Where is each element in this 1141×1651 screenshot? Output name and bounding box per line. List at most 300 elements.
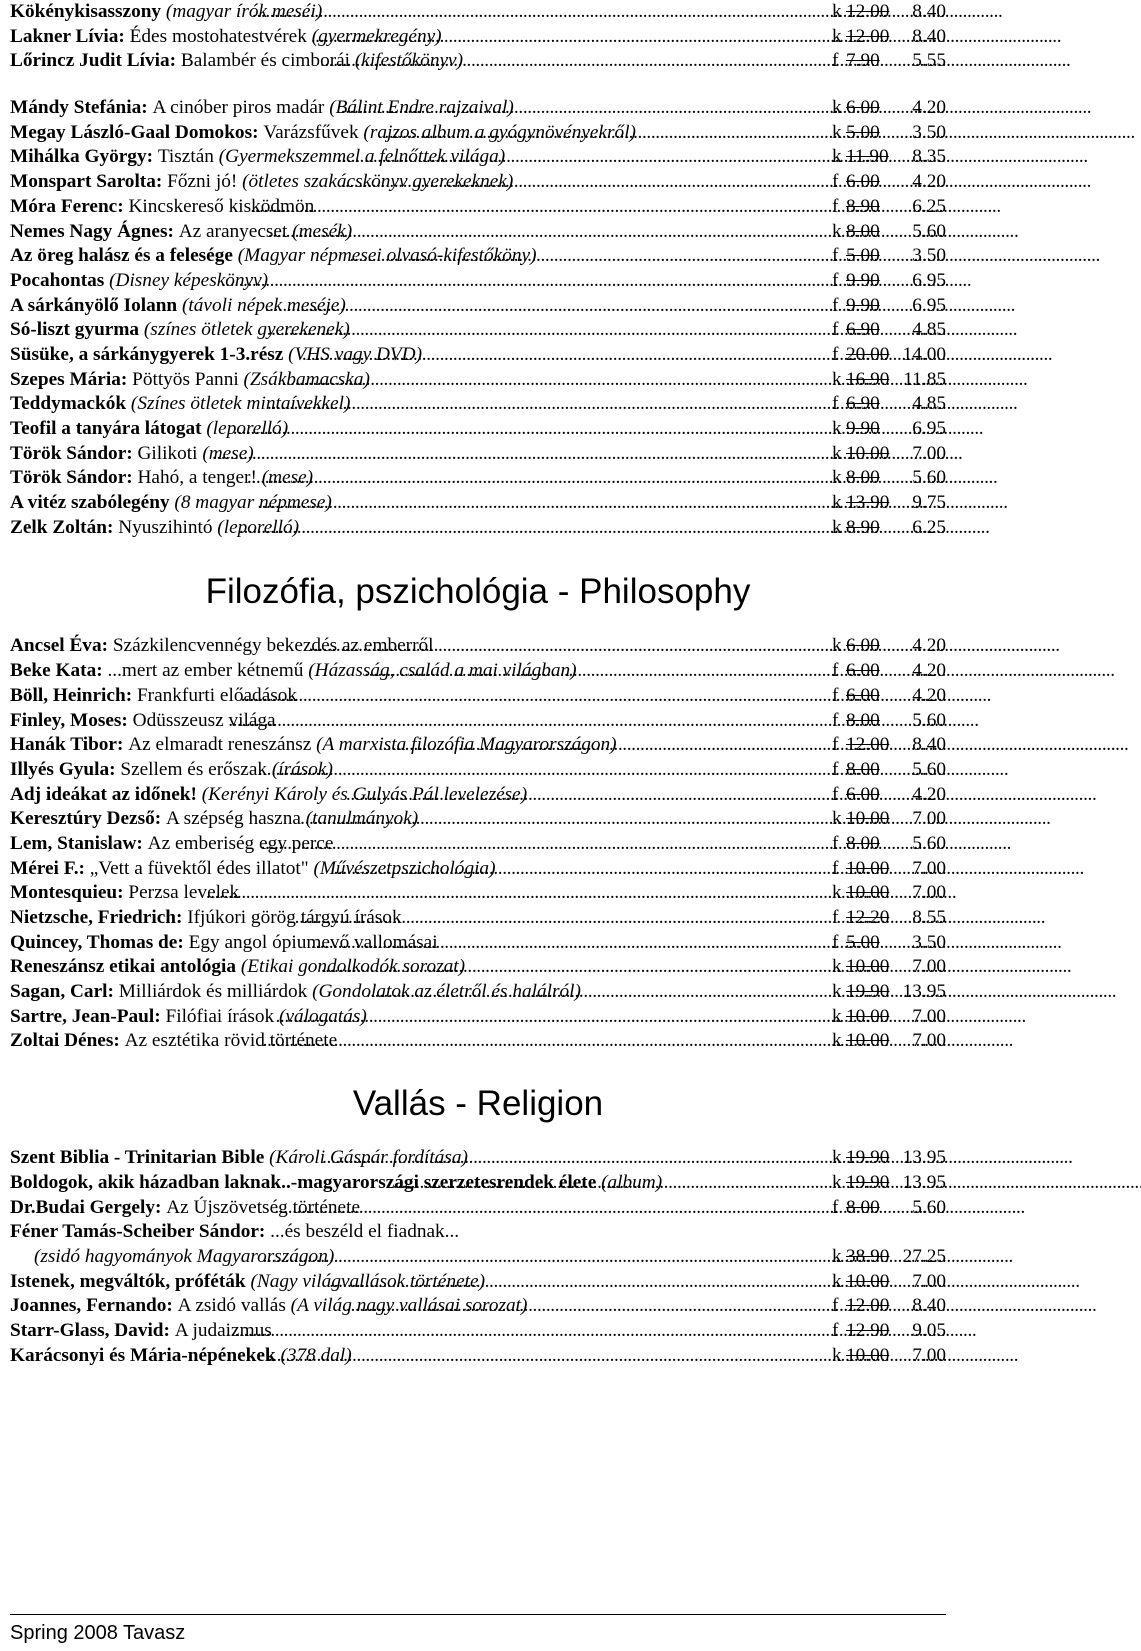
price-code: k <box>832 1344 842 1366</box>
dot-leader <box>241 684 832 709</box>
price-code: f <box>832 734 839 756</box>
book-description <box>10 195 320 220</box>
new-price: 5.60 <box>912 467 946 489</box>
price-group <box>832 1005 946 1030</box>
new-price: 7.00 <box>912 1030 946 1052</box>
dot-leader <box>333 857 832 882</box>
price-group <box>832 684 946 709</box>
book-entry <box>10 634 946 659</box>
old-price: 6.00 <box>846 684 880 706</box>
book-author-title: Lem, Stanislaw: <box>10 832 148 854</box>
book-note: (Zsákbamacska) <box>243 368 370 390</box>
book-title: Tisztán <box>157 146 219 168</box>
book-description <box>10 491 332 516</box>
old-price: 6.90 <box>846 319 880 341</box>
book-title: Filófiai írások <box>165 1005 280 1027</box>
book-description <box>10 758 333 783</box>
book-author-title: A sárkányölő Iolann <box>10 294 182 316</box>
book-description <box>10 1344 352 1369</box>
price-group <box>832 881 946 906</box>
book-description <box>10 980 581 1005</box>
old-price: 6.90 <box>846 393 880 415</box>
book-description <box>10 1146 468 1171</box>
book-author-title: Teofil a tanyára látogat <box>10 418 207 439</box>
book-entry <box>10 0 946 25</box>
book-author-title: Török Sándor: <box>10 442 138 464</box>
book-description <box>10 1294 528 1319</box>
new-price: 8.55 <box>912 907 946 928</box>
new-price: 5.60 <box>912 1196 946 1218</box>
dot-leader <box>341 170 832 195</box>
book-author-title: Reneszánsz etikai antológia <box>10 956 241 978</box>
new-price: 7.00 <box>912 1344 946 1366</box>
old-price: 10.00 <box>846 1270 890 1292</box>
book-description <box>10 466 314 491</box>
new-price: 14.00 <box>902 343 946 365</box>
book-entry <box>10 25 946 50</box>
book-note: (zsidó hagyományok Magyarországon) <box>34 1245 335 1267</box>
book-note: (írások) <box>271 758 333 780</box>
old-price: 6.00 <box>846 660 880 682</box>
old-price: 8.00 <box>846 1196 880 1218</box>
book-author-title: Keresztúry Dezső: <box>10 808 166 830</box>
price-code: k <box>832 1005 842 1027</box>
price-group <box>832 783 946 808</box>
book-author-title: Sartre, Jean-Paul: <box>10 1005 166 1027</box>
book-note: (Színes ötletek mintaívekkel) <box>130 393 351 415</box>
book-author-title: Az öreg halász és a felesége <box>10 245 238 267</box>
book-description <box>10 96 514 121</box>
book-entry <box>10 244 946 269</box>
old-price: 10.00 <box>846 1030 890 1052</box>
book-entry <box>10 269 946 294</box>
book-author-title: Boldogok, akik házadban laknak..-magyarországi szerzetesrendek élete <box>10 1171 602 1193</box>
book-author-title: Montesquieu: <box>10 882 129 904</box>
book-title: A szépség haszna <box>165 808 306 830</box>
price-group <box>832 343 946 368</box>
book-note: (Gondolatok az életről és halálról) <box>312 981 581 1003</box>
price-code: f <box>832 857 839 879</box>
dot-leader <box>267 392 832 417</box>
dot-leader <box>228 709 832 734</box>
price-group <box>832 491 946 516</box>
dot-leader <box>221 269 832 294</box>
book-description <box>10 832 339 857</box>
price-code: k <box>832 981 842 1003</box>
book-description <box>10 1005 367 1030</box>
book-note: (gyermekregény) <box>311 25 442 47</box>
old-price: 10.00 <box>846 857 890 879</box>
book-entry <box>10 1245 946 1270</box>
book-entry <box>10 1146 946 1171</box>
book-title: Az elmaradt reneszánsz <box>128 734 317 756</box>
book-author-title: Dr.Budai Gergely: <box>10 1196 167 1218</box>
new-price: 4.20 <box>912 635 946 657</box>
book-title: A judaizmus <box>174 1319 277 1341</box>
section-heading: Filozófia, pszichológia - Philosophy <box>205 572 751 612</box>
price-group <box>832 516 946 541</box>
dot-leader <box>247 466 832 491</box>
book-entry <box>10 417 946 442</box>
book-title: ...mert az ember kétnemű <box>107 660 309 682</box>
dot-leader <box>311 25 832 50</box>
price-group <box>832 955 946 980</box>
new-price: 8.40 <box>912 734 946 756</box>
price-group <box>832 733 946 758</box>
book-description <box>10 955 466 980</box>
list-spacer <box>10 74 946 96</box>
book-entry <box>10 195 946 220</box>
book-note: (távoli népek meséje) <box>181 294 346 316</box>
price-code: k <box>832 516 842 538</box>
book-entry <box>10 709 946 734</box>
book-description <box>10 906 407 931</box>
new-price: 6.95 <box>912 418 946 439</box>
book-title: Az esztétika rövid története <box>124 1030 342 1052</box>
book-author-title: Mihálka György: <box>10 146 158 168</box>
book-description <box>10 1319 277 1344</box>
old-price: 8.00 <box>846 220 880 242</box>
book-description <box>10 1220 459 1245</box>
book-title: Pöttyös Panni <box>132 368 244 390</box>
old-price: 19.90 <box>846 1171 890 1193</box>
price-code: k <box>832 25 842 47</box>
book-description <box>10 318 350 343</box>
price-code: f <box>832 171 839 193</box>
old-price: 8.00 <box>846 758 880 780</box>
book-entry <box>10 783 946 808</box>
price-group <box>832 49 946 74</box>
new-price: 7.00 <box>912 442 946 464</box>
price-code: f <box>832 709 839 731</box>
new-price: 5.60 <box>912 832 946 854</box>
dot-leader <box>337 145 832 170</box>
dot-leader <box>302 343 832 368</box>
book-entry <box>10 931 946 956</box>
book-author-title: Ancsel Éva: <box>10 635 113 657</box>
book-note: (Nagy világvallások története) <box>250 1270 485 1292</box>
dot-leader <box>311 931 832 956</box>
section-heading: Vallás - Religion <box>352 1084 604 1124</box>
old-price: 6.00 <box>846 635 880 657</box>
book-note: (Etikai gondolkodók sorozat) <box>240 956 466 978</box>
book-title: Főzni jó! <box>167 171 243 193</box>
price-group <box>832 906 946 931</box>
book-description <box>10 783 528 808</box>
price-group <box>832 195 946 220</box>
book-author-title: Mérei F.: <box>10 857 90 879</box>
new-price: 6.25 <box>912 195 946 217</box>
dot-leader <box>364 659 832 684</box>
book-title: Szellem és erőszak <box>120 758 272 780</box>
dot-leader <box>309 634 832 659</box>
book-author-title: Adj ideákat az időnek! <box>10 783 202 805</box>
book-description <box>10 634 439 659</box>
price-code: f <box>832 294 839 316</box>
book-note: (album) <box>601 1171 663 1193</box>
new-price: 13.95 <box>902 1171 946 1193</box>
book-author-title: Starr-Glass, David: <box>10 1319 175 1341</box>
book-author-title: Hanák Tibor: <box>10 734 129 756</box>
dot-leader <box>265 294 832 319</box>
section-heading-philosophy <box>10 540 946 634</box>
price-code: k <box>832 635 842 657</box>
book-description <box>10 244 537 269</box>
book-description <box>10 417 289 442</box>
new-price: 3.50 <box>912 931 946 953</box>
dot-leader <box>268 220 832 245</box>
book-description <box>10 659 577 684</box>
new-price: 6.25 <box>912 516 946 538</box>
dot-leader <box>257 491 832 516</box>
new-price: 3.50 <box>912 245 946 267</box>
dot-leader <box>321 955 832 980</box>
new-price: 6.95 <box>912 269 946 291</box>
price-code: k <box>832 808 842 830</box>
book-entry <box>10 1344 946 1369</box>
footer-text: Spring 2008 Tavasz <box>10 1622 186 1644</box>
dot-leader <box>341 96 832 121</box>
book-description <box>10 294 346 319</box>
book-note: (Művészetpszichológia) <box>313 857 496 879</box>
catalog-page <box>10 0 946 1368</box>
book-note: (mese) <box>202 442 254 464</box>
book-title: Az emberiség egy perce <box>147 832 339 854</box>
book-note: (A marxista filozófia Magyarországon) <box>316 734 617 756</box>
book-note: (mese) <box>261 467 314 489</box>
book-entry <box>10 857 946 882</box>
book-note: (Házasság, család a mai világban) <box>308 660 577 682</box>
new-price: 7.00 <box>912 857 946 879</box>
old-price: 10.00 <box>846 956 890 978</box>
price-group <box>832 1029 946 1054</box>
book-description <box>10 0 323 25</box>
old-price: 12.00 <box>846 734 890 756</box>
section-religion <box>10 1146 946 1368</box>
price-code: k <box>832 1147 842 1169</box>
price-group <box>832 758 946 783</box>
book-author-title: A vitéz szabólegény <box>10 492 175 514</box>
price-code: k <box>832 121 842 143</box>
book-author-title: Teddymackók <box>10 393 131 415</box>
book-entry <box>10 659 946 684</box>
book-description <box>10 733 617 758</box>
book-title: Ifjúkori görög tárgyú írások <box>187 907 407 928</box>
book-title: Milliárdok és milliárdok <box>118 981 313 1003</box>
book-description <box>10 857 496 882</box>
new-price: 3.50 <box>912 121 946 143</box>
book-description <box>10 368 370 393</box>
book-note: (leporelló) <box>206 418 289 439</box>
price-code: f <box>832 50 839 72</box>
book-description <box>10 220 353 245</box>
price-code: f <box>832 931 839 953</box>
book-description <box>10 1270 485 1295</box>
book-title: Egy angol ópiumevő vallomásai <box>188 931 443 953</box>
dot-leader <box>346 783 832 808</box>
new-price: 9.75 <box>912 492 946 514</box>
price-group <box>832 1146 946 1171</box>
price-code: f <box>832 393 839 415</box>
dot-leader <box>277 368 832 393</box>
book-author-title: Nemes Nagy Ágnes: <box>10 220 179 242</box>
book-author-title: Nietzsche, Friedrich: <box>10 907 188 928</box>
price-group <box>832 659 946 684</box>
book-entry <box>10 392 946 417</box>
book-entry <box>10 684 946 709</box>
footer-divider <box>10 1614 946 1615</box>
book-entry <box>10 881 946 906</box>
book-author-title: Zelk Zoltán: <box>10 516 119 538</box>
book-title: Nyuszihintó <box>118 516 218 538</box>
book-title: Frankfurti előadások <box>136 684 302 706</box>
old-price: 16.90 <box>846 368 890 390</box>
old-price: 6.00 <box>846 97 880 119</box>
book-author-title: Istenek, megváltók, próféták <box>10 1270 251 1292</box>
book-title: ...és beszéld el fiadnak... <box>270 1221 460 1243</box>
price-code: k <box>832 1245 842 1267</box>
old-price: 11.90 <box>846 146 889 168</box>
book-note: (mesék) <box>292 220 353 242</box>
book-title: Varázsfűvek <box>263 121 364 143</box>
old-price: 10.00 <box>846 442 890 464</box>
old-price: 9.90 <box>846 269 880 291</box>
book-description <box>10 442 254 467</box>
old-price: 10.00 <box>846 808 890 830</box>
book-description <box>10 269 269 294</box>
price-code: f <box>832 343 839 365</box>
price-code: k <box>832 1030 842 1052</box>
dot-leader <box>206 881 832 906</box>
book-description <box>10 684 302 709</box>
dot-leader <box>320 49 832 74</box>
old-price: 12.00 <box>846 1 890 22</box>
new-price: 5.60 <box>912 709 946 731</box>
price-code: k <box>832 97 842 119</box>
old-price: 5.00 <box>846 245 880 267</box>
old-price: 8.90 <box>846 195 880 217</box>
book-note: (magyar írók meséi) <box>165 1 323 22</box>
new-price: 5.60 <box>912 220 946 242</box>
book-entry <box>10 758 946 783</box>
book-entry <box>10 96 946 121</box>
new-price: 13.95 <box>902 1147 946 1169</box>
price-group <box>832 25 946 50</box>
dot-leader <box>322 1146 832 1171</box>
old-price: 12.90 <box>846 1319 890 1341</box>
book-entry <box>10 832 946 857</box>
price-group <box>832 1245 946 1270</box>
book-author-title: Szepes Mária: <box>10 368 133 390</box>
book-title: A cinóber piros madár <box>152 97 330 119</box>
price-group <box>832 980 946 1005</box>
price-code: f <box>832 1295 839 1317</box>
price-group <box>832 832 946 857</box>
book-note: (Disney képeskönyv) <box>109 269 269 291</box>
book-description <box>10 516 300 541</box>
price-code: f <box>832 758 839 780</box>
price-code: k <box>832 492 842 514</box>
dot-leader <box>274 1196 832 1221</box>
section-childrens-books <box>10 0 946 540</box>
price-code: k <box>832 956 842 978</box>
new-price: 7.00 <box>912 882 946 904</box>
price-group <box>832 1270 946 1295</box>
book-author-title: Finley, Moses: <box>10 709 133 731</box>
book-title: Perzsa levelek <box>128 882 245 904</box>
book-author-title: Mándy Stefánia: <box>10 97 153 119</box>
price-group <box>832 96 946 121</box>
book-entry <box>10 1196 946 1221</box>
old-price: 12.00 <box>846 25 890 47</box>
old-price: 8.00 <box>846 709 880 731</box>
book-description <box>10 49 464 74</box>
dot-leader <box>366 980 832 1005</box>
book-title: Balambér és cimborái <box>180 50 355 72</box>
new-price: 4.20 <box>912 171 946 193</box>
book-author-title: Móra Ferenc: <box>10 195 129 217</box>
old-price: 8.00 <box>846 832 880 854</box>
book-entry <box>10 343 946 368</box>
book-entry <box>10 1294 946 1319</box>
old-price: 38.90 <box>846 1245 890 1267</box>
price-code: f <box>832 1196 839 1218</box>
book-entry <box>10 906 946 931</box>
section-heading-religion <box>10 1054 946 1146</box>
book-author-title: Karácsonyi és Mária-népénekek <box>10 1344 281 1366</box>
book-note: (Bálint Endre rajzaival) <box>329 97 514 119</box>
new-price: 8.40 <box>912 1 946 22</box>
dot-leader <box>212 442 832 467</box>
old-price: 19.90 <box>846 981 890 1003</box>
price-group <box>832 466 946 491</box>
old-price: 8.00 <box>846 467 880 489</box>
book-author-title: Lakner Lívia: <box>10 25 130 47</box>
book-entry <box>10 145 946 170</box>
price-group <box>832 318 946 343</box>
price-group <box>832 1319 946 1344</box>
book-note: (378 dal) <box>280 1344 352 1366</box>
new-price: 7.00 <box>912 1270 946 1292</box>
book-entry <box>10 980 946 1005</box>
dot-leader <box>384 121 832 146</box>
price-group <box>832 807 946 832</box>
price-code: k <box>832 418 842 439</box>
book-title: Százkilencvennégy bekezdés az emberről <box>112 635 439 657</box>
book-title: Kincskereső kisködmön <box>128 195 320 217</box>
new-price: 5.60 <box>912 758 946 780</box>
book-author-title: Szent Biblia - Trinitarian Bible <box>10 1147 270 1169</box>
dot-leader <box>346 1294 832 1319</box>
book-author-title: Beke Kata: <box>10 660 108 682</box>
new-price: 5.55 <box>912 50 946 72</box>
book-author-title: Kökénykisasszony <box>10 1 166 22</box>
book-entry <box>10 442 946 467</box>
book-author-title: Quincey, Thomas de: <box>10 931 189 953</box>
price-code: k <box>832 146 842 168</box>
book-author-title: Féner Tamás-Scheiber Sándor: <box>10 1221 271 1243</box>
book-title: Az aranyecset <box>178 220 293 242</box>
new-price: 4.85 <box>912 393 946 415</box>
book-title: „Vett a füvektől édes illatot" <box>89 857 314 879</box>
price-group <box>832 634 946 659</box>
new-price: 7.00 <box>912 956 946 978</box>
new-price: 8.40 <box>912 25 946 47</box>
dot-leader <box>275 1005 832 1030</box>
price-code: f <box>832 1319 839 1341</box>
new-price: 11.85 <box>903 368 946 390</box>
book-description <box>10 392 351 417</box>
